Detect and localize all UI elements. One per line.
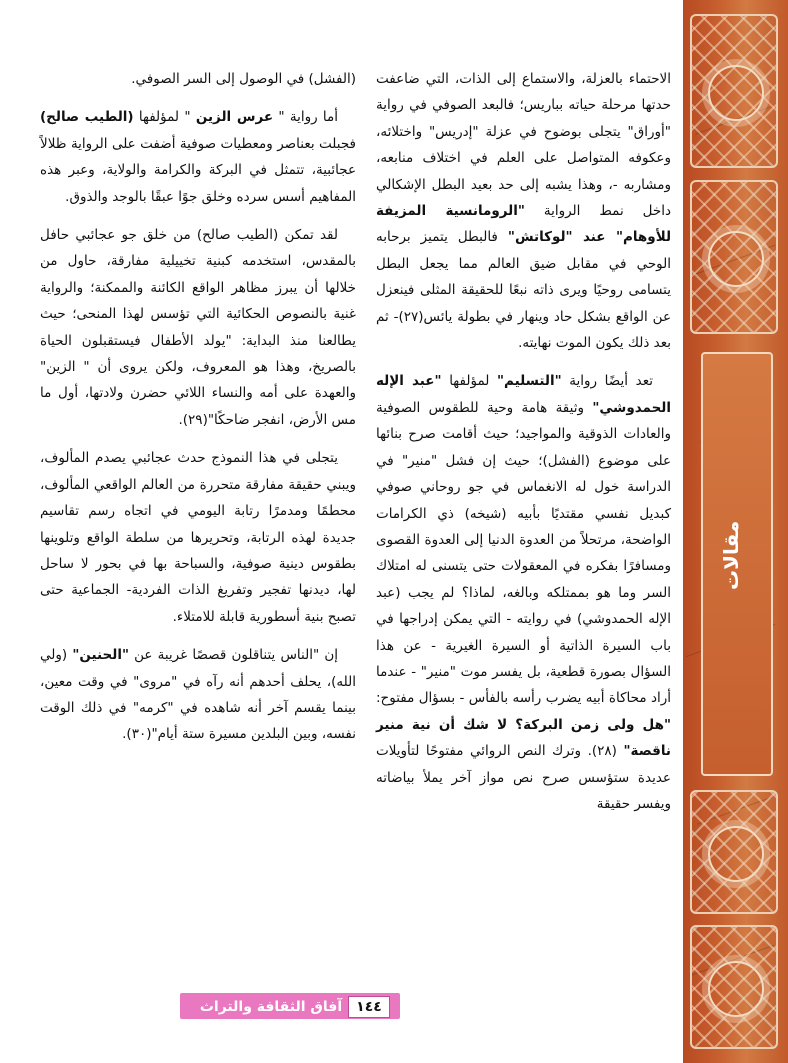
paragraph: يتجلى في هذا النموذج حدث عجائبي يصدم المألوف، ويبني حقيقة مفارقة متحررة من العالم الواقعي المألوف، محطمًا ومدمرًا رتابة اليومي في اتجاه رسم تقاسيم جديدة لهذه الرتابة، وتحريرها من سلطة الواقع وتلوينها بطقوس دينية صوفية، والسباحة بها في بحور لا ساحل لها، ديدنها تفجير وتفريغ الذات الفردية- الجماعية حتى تصبح بنية أسطورية قابلة للامتلاء. xyxy=(40,450,356,625)
paragraph-text: (٢٨). وترك النص الروائي مفتوحًا لتأويلات عديدة ستؤسس صرح نص مواز آخر يملأ بياضاته ويفسر حقيقة xyxy=(376,743,671,812)
bold-phrase: "التسليم" xyxy=(497,373,562,390)
paragraph xyxy=(40,104,356,210)
paragraph-text: وثيقة هامة وحية للطقوس الصوفية والعادات الذوقية والمواجيد؛ حيث أقامت صرح بنائها على موضوع (الفشل)؛ حيث إن فشل "منير" في الدراسة خول له الانغماس في جو روحاني صوفي كبديل نفسي مقتديًا بأبيه (شيخه) ذي الكرامات الواضحة، مرتحلاً من العدوة الدنيا إلى العدوة القصوى ومسافرًا بفكره في المعقولات حتى يتسنى له امتلاك السر وما هو بممتلكه وبالغه، لماذا؟ لم يجب (عبد الإله الحمدوشي) في روايته - التي يمكن إدراجها في باب السيرة الذاتية أو السيرة الغيرية - عن هذا السؤال بصورة قطعية، بل يفسر موت "منير" - عندما أراد محاكاة أبيه يضرب رأسه بالفأس - بسؤال مفتوح: xyxy=(376,399,671,707)
paragraph-text: فجبلت بعناصر ومعطيات صوفية أضفت على الرواية ظلالاً عجائبية، تتمثل في البركة والكرامة والولاية، وعبر هذه المفاهيم أسس سرده وخلق جوًا عبقًا بالوجد والذوق. xyxy=(40,135,356,205)
bold-phrase: "هل ولى زمن البركة؟ لا شك أن نية منير ناقصة" xyxy=(376,716,672,760)
bottom-ornament xyxy=(690,925,778,1049)
paragraph-text: لمؤلفها xyxy=(449,373,490,390)
top-ornament xyxy=(690,14,778,168)
paragraph-text: أما رواية " xyxy=(278,109,339,126)
section-label: مقالات xyxy=(719,520,743,590)
paragraph xyxy=(40,642,356,748)
upper-ornament xyxy=(690,180,778,334)
bold-phrase: "الحنين" xyxy=(72,647,129,664)
paragraph-text: فالبطل يتميز برحابه الوحي في مقابل ضيق العالم مما يجعل البطل يتسامى روحيًا ويرى ذاته نبعًا للحقيقة المثلى فينعزل عن الواقع بشكل حاد وينهار في بطولة يائس(٢٧)- ثم بعد ذلك يكون الموت نهايته. xyxy=(376,229,671,352)
paragraph-text: " لمؤلفها xyxy=(138,109,191,126)
paragraph xyxy=(376,66,671,356)
paragraph: (الفشل) في الوصول إلى السر الصوفي. xyxy=(131,71,356,87)
paragraph: لقد تمكن (الطيب صالح) من خلق جو عجائبي حافل بالمقدس، استخدمه كبنية تخييلية مفارقة، حاول من خلالها أن يبرز مظاهر الواقع الكائنة والممكنة؛ والرواية غنية بالنصوص الحكائية التي تؤسس لهذا المنحى؛ حيث يطالعنا منذ البداية: "يولد الأطفال فيستقبلون الحياة بالصريخ، وهذا هو المعروف، ولكن يروى أن " الزين" والعهدة على أمه والنساء اللائي حضرن ولادتها، أول ما مس الأرض، انفجر ضاحكًا"(٢٩). xyxy=(40,227,356,428)
page-number: ١٤٤ xyxy=(348,996,390,1018)
paragraph xyxy=(376,368,671,817)
bold-phrase: عرس الزين xyxy=(195,109,274,126)
lower-ornament xyxy=(690,790,778,914)
paragraph-text: إن "الناس يتناقلون قصصًا غريبة عن xyxy=(134,647,338,664)
magazine-title: آفاق الثقافة والتراث xyxy=(199,999,343,1015)
paragraph-text: تعد أيضًا رواية xyxy=(569,373,653,390)
left-text-column xyxy=(40,66,356,760)
bold-phrase: "الرومانسية المزيفة للأوهام" عند "لوكاتش" xyxy=(376,203,672,246)
right-text-column xyxy=(376,66,671,829)
bold-phrase: "عبد الإله الحمدوشي" xyxy=(376,373,671,416)
paragraph-text: الاحتماء بالعزلة، والاستماع إلى الذات، التي ضاعفت حدتها مرحلة حياته بباريس؛ فالبعد الصوفي في رواية "أوراق" يتجلى بوضوح في عزلة "إدريس" واختلائه، وعكوفه المتواصل على العلم في اختلاف منابعه، ومشاربه -، وهذا يشبه إلى حد بعيد البطل الإشكالي داخل نمط الرواية xyxy=(376,71,671,220)
paragraph-text: (ولي الله)، يحلف أحدهم أنه رآه في "مروى" في وقت معين، بينما يقسم آخر أنه شاهده في "كرمه" في ذلك الوقت نفسه، وبين البلدين مسيرة ستة أيام"(٣٠). xyxy=(40,647,356,743)
bold-phrase: (الطيب صالح) xyxy=(40,109,134,126)
